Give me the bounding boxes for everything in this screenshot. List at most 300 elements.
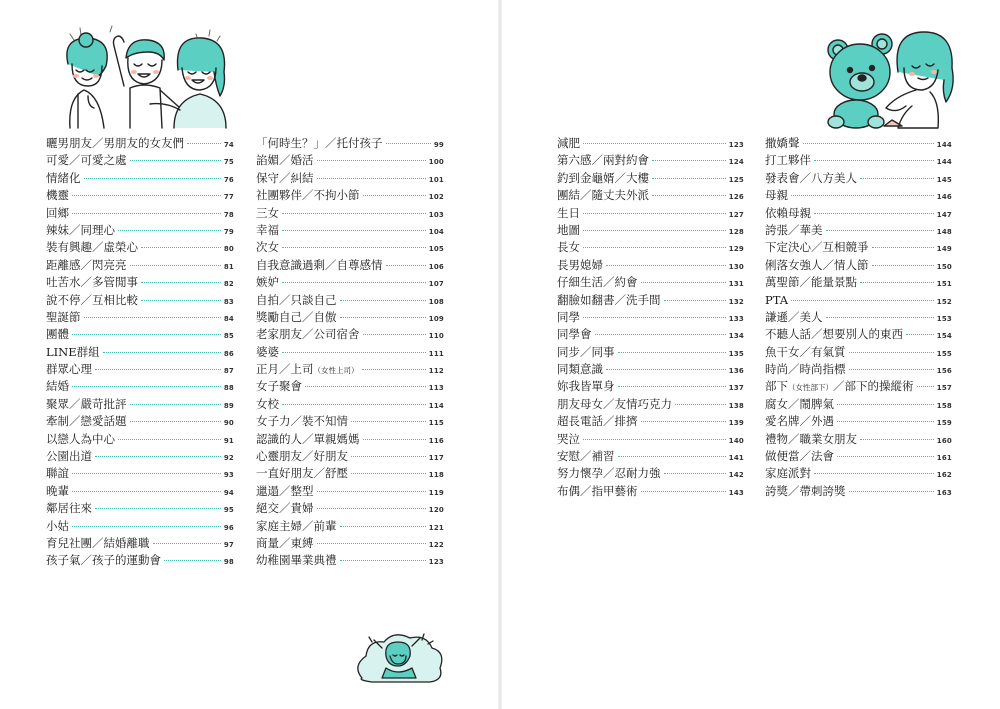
toc-entry[interactable] bbox=[256, 170, 444, 187]
toc-page-number: 128 bbox=[728, 227, 744, 236]
dot-leader bbox=[803, 143, 934, 144]
dot-leader bbox=[849, 352, 934, 353]
toc-entry-title: 自拍／只談自己 bbox=[256, 292, 337, 307]
toc-page-number: 75 bbox=[223, 158, 234, 167]
toc-entry[interactable] bbox=[256, 239, 444, 256]
toc-entry[interactable] bbox=[557, 413, 744, 430]
toc-entry-title: 安慰／補習 bbox=[557, 449, 615, 464]
toc-entry-title: 牽制／戀愛話題 bbox=[46, 414, 127, 429]
toc-page-number: 119 bbox=[428, 488, 444, 497]
toc-entry[interactable] bbox=[557, 152, 744, 169]
toc-page-number: 83 bbox=[223, 297, 234, 306]
toc-entry-title: 愛名牌／外遇 bbox=[765, 414, 834, 429]
toc-page-number: 107 bbox=[428, 280, 444, 289]
toc-entry[interactable] bbox=[256, 187, 444, 204]
girl-on-cloud-illustration bbox=[352, 628, 448, 692]
toc-entry-title: 長男媳婦 bbox=[557, 257, 603, 272]
dot-leader bbox=[305, 386, 426, 387]
dot-leader bbox=[837, 404, 934, 405]
toc-page-number: 125 bbox=[728, 175, 744, 184]
toc-page-number: 158 bbox=[936, 401, 952, 410]
toc-entry[interactable] bbox=[557, 326, 744, 343]
toc-entry[interactable] bbox=[557, 361, 744, 378]
toc-entry[interactable] bbox=[46, 361, 234, 378]
toc-entry[interactable] bbox=[765, 309, 952, 326]
dot-leader bbox=[72, 195, 221, 196]
dot-leader bbox=[118, 230, 221, 231]
toc-entry[interactable] bbox=[46, 135, 234, 152]
toc-entry[interactable] bbox=[765, 152, 952, 169]
toc-entry[interactable] bbox=[256, 152, 444, 169]
toc-entry-title: 團體 bbox=[46, 327, 69, 342]
toc-entry-title: 努力懷孕／忍耐力強 bbox=[557, 466, 661, 481]
toc-entry[interactable] bbox=[256, 483, 444, 500]
toc-page-number: 76 bbox=[223, 175, 234, 184]
toc-entry[interactable] bbox=[256, 396, 444, 413]
toc-entry[interactable] bbox=[765, 292, 952, 309]
dot-leader bbox=[317, 160, 426, 161]
dot-leader bbox=[84, 178, 221, 179]
dot-leader bbox=[641, 421, 726, 422]
dot-leader bbox=[917, 386, 934, 387]
toc-page-number: 88 bbox=[223, 384, 234, 393]
toc-entry[interactable] bbox=[765, 396, 952, 413]
toc-entry[interactable] bbox=[46, 518, 234, 535]
toc-page-number: 123 bbox=[428, 558, 444, 567]
toc-entry-title: 邋遢／整型 bbox=[256, 483, 314, 498]
toc-entry[interactable] bbox=[256, 292, 444, 309]
toc-page-number: 163 bbox=[936, 488, 952, 497]
toc-entry[interactable] bbox=[557, 205, 744, 222]
toc-column-3 bbox=[557, 135, 744, 500]
toc-entry[interactable] bbox=[46, 205, 234, 222]
dot-leader bbox=[872, 265, 934, 266]
toc-page-number: 80 bbox=[223, 245, 234, 254]
toc-entry-title: 謙遜／美人 bbox=[765, 309, 823, 324]
toc-entry[interactable] bbox=[46, 431, 234, 448]
toc-entry-title: 「何時生？」／托付孩子 bbox=[256, 136, 383, 150]
dot-leader bbox=[363, 195, 426, 196]
toc-entry[interactable] bbox=[46, 222, 234, 239]
dot-leader bbox=[363, 334, 426, 335]
dot-leader bbox=[141, 247, 221, 248]
toc-page-number: 162 bbox=[936, 471, 952, 480]
toc-page-number: 143 bbox=[728, 488, 744, 497]
toc-page-number: 110 bbox=[428, 332, 444, 341]
toc-page-number: 135 bbox=[728, 349, 744, 358]
toc-page-number: 145 bbox=[936, 175, 952, 184]
toc-entry[interactable] bbox=[256, 378, 444, 395]
dot-leader bbox=[860, 439, 934, 440]
toc-entry-title: 地圖 bbox=[557, 222, 580, 237]
dot-leader bbox=[130, 265, 221, 266]
toc-entry-title: 腐女／鬧脾氣 bbox=[765, 396, 834, 411]
toc-entry-title: 發表會／八方美人 bbox=[765, 170, 857, 185]
dot-leader bbox=[72, 213, 221, 214]
toc-entry[interactable] bbox=[765, 135, 952, 152]
toc-entry[interactable] bbox=[46, 309, 234, 326]
toc-entry-title: 家庭主婦／前輩 bbox=[256, 518, 337, 533]
toc-entry[interactable] bbox=[557, 465, 744, 482]
toc-page-number: 101 bbox=[428, 175, 444, 184]
dot-leader bbox=[386, 265, 426, 266]
toc-entry[interactable] bbox=[557, 396, 744, 413]
toc-entry[interactable] bbox=[557, 135, 744, 152]
toc-page-number: 153 bbox=[936, 314, 952, 323]
toc-entry-title: 時尚／時尚指標 bbox=[765, 362, 846, 377]
dot-leader bbox=[826, 317, 934, 318]
toc-entry-title: 辣妹／同理心 bbox=[46, 222, 115, 237]
toc-entry-title: 翻臉如翻書／洗手間 bbox=[557, 292, 661, 307]
toc-entry[interactable] bbox=[765, 344, 952, 361]
toc-entry[interactable] bbox=[256, 431, 444, 448]
dot-leader bbox=[595, 334, 726, 335]
toc-entry[interactable] bbox=[46, 292, 234, 309]
toc-page-number: 95 bbox=[223, 506, 234, 515]
toc-entry-title: 布偶／指甲藝術 bbox=[557, 483, 638, 498]
toc-entry[interactable] bbox=[46, 170, 234, 187]
toc-entry-note: （女性部下） bbox=[788, 383, 833, 393]
toc-page-number: 94 bbox=[223, 488, 234, 497]
toc-entry[interactable] bbox=[557, 239, 744, 256]
toc-entry[interactable] bbox=[256, 500, 444, 517]
toc-page-number: 141 bbox=[728, 454, 744, 463]
toc-entry-title: 說不停／互相比較 bbox=[46, 292, 138, 307]
toc-entry-title: 鄰居往來 bbox=[46, 501, 92, 516]
dot-leader bbox=[791, 195, 934, 196]
toc-entry[interactable] bbox=[765, 170, 952, 187]
toc-page-number: 112 bbox=[428, 367, 444, 376]
toc-page-number: 108 bbox=[428, 297, 444, 306]
toc-page-number: 85 bbox=[223, 332, 234, 341]
toc-entry-title: 商量／東縛 bbox=[256, 535, 314, 550]
toc-entry-title: 同學會 bbox=[557, 327, 592, 342]
toc-entry-title: 婆婆 bbox=[256, 344, 279, 359]
dot-leader bbox=[362, 369, 426, 370]
toc-entry-title: 諂媚／婚活 bbox=[256, 153, 314, 168]
toc-page-number: 152 bbox=[936, 297, 952, 306]
toc-entry[interactable] bbox=[46, 552, 234, 569]
toc-page-number: 161 bbox=[936, 454, 952, 463]
toc-entry[interactable] bbox=[765, 326, 952, 343]
toc-page-number: 91 bbox=[223, 436, 234, 445]
dot-leader bbox=[675, 404, 726, 405]
dot-leader bbox=[583, 213, 726, 214]
dot-leader bbox=[814, 160, 934, 161]
toc-page-number: 118 bbox=[428, 471, 444, 480]
toc-entry[interactable] bbox=[46, 535, 234, 552]
dot-leader bbox=[282, 352, 426, 353]
toc-entry[interactable] bbox=[557, 431, 744, 448]
toc-entry-title: 女子力／裝不知情 bbox=[256, 414, 348, 429]
toc-entry[interactable] bbox=[765, 239, 952, 256]
toc-page-number: 92 bbox=[223, 454, 234, 463]
toc-page-number: 149 bbox=[936, 245, 952, 254]
toc-entry-title: 女校 bbox=[256, 396, 279, 411]
toc-entry[interactable] bbox=[557, 170, 744, 187]
dot-leader bbox=[849, 491, 934, 492]
dot-leader bbox=[340, 526, 426, 527]
toc-entry[interactable] bbox=[256, 222, 444, 239]
toc-page-number: 148 bbox=[936, 227, 952, 236]
toc-entry[interactable] bbox=[557, 309, 744, 326]
toc-page-number: 111 bbox=[428, 349, 444, 358]
toc-entry[interactable] bbox=[46, 378, 234, 395]
girl-with-teddy-bear-illustration bbox=[820, 22, 960, 130]
toc-entry-title: 第六感／兩對約會 bbox=[557, 153, 649, 168]
dot-leader bbox=[351, 473, 426, 474]
toc-entry[interactable] bbox=[765, 257, 952, 274]
toc-entry-title: LINE群組 bbox=[46, 344, 100, 359]
dot-leader bbox=[618, 352, 726, 353]
toc-entry[interactable] bbox=[557, 257, 744, 274]
dot-leader bbox=[317, 491, 426, 492]
toc-page-number: 155 bbox=[936, 349, 952, 358]
dot-leader bbox=[664, 473, 726, 474]
toc-entry[interactable] bbox=[256, 326, 444, 343]
toc-page-number: 77 bbox=[223, 193, 234, 202]
toc-entry-title: 心靈朋友／好朋友 bbox=[256, 449, 348, 464]
toc-entry[interactable] bbox=[256, 257, 444, 274]
toc-column-2 bbox=[256, 135, 444, 570]
toc-entry-title: 育兒社團／結婚離職 bbox=[46, 535, 150, 550]
toc-entry-title: 朋友母女／友情巧克力 bbox=[557, 396, 672, 411]
toc-entry-title: 幼稚園畢業典禮 bbox=[256, 553, 337, 568]
dot-leader bbox=[652, 160, 726, 161]
toc-entry[interactable] bbox=[46, 448, 234, 465]
toc-entry[interactable] bbox=[256, 205, 444, 222]
toc-entry[interactable] bbox=[256, 309, 444, 326]
toc-entry[interactable] bbox=[256, 552, 444, 569]
toc-entry-title: 聚眾／嚴苛批評 bbox=[46, 396, 127, 411]
toc-entry-title: 情緒化 bbox=[46, 170, 81, 185]
toc-page-number: 123 bbox=[728, 141, 744, 149]
toc-page-number: 121 bbox=[428, 523, 444, 532]
toc-entry[interactable] bbox=[46, 274, 234, 291]
toc-entry-title: 做便當／法會 bbox=[765, 449, 834, 464]
toc-entry-title: 獎勵自己／自傲 bbox=[256, 309, 337, 324]
toc-entry[interactable] bbox=[256, 361, 444, 378]
toc-entry[interactable] bbox=[256, 344, 444, 361]
dot-leader bbox=[72, 491, 221, 492]
toc-entry-title: 裝有興趣／虛榮心 bbox=[46, 240, 138, 255]
toc-entry[interactable] bbox=[557, 483, 744, 500]
toc-entry-title: 長女 bbox=[557, 240, 580, 255]
toc-page-number: 104 bbox=[428, 227, 444, 236]
toc-entry-title: 可愛／可愛之處 bbox=[46, 153, 127, 168]
toc-page-number: 90 bbox=[223, 419, 234, 428]
toc-entry[interactable] bbox=[46, 413, 234, 430]
page-gutter bbox=[498, 0, 502, 709]
toc-entry-title: 距離感／閃亮亮 bbox=[46, 257, 127, 272]
toc-page-number: 74 bbox=[223, 141, 234, 149]
toc-page-number: 157 bbox=[936, 384, 952, 393]
dot-leader bbox=[618, 386, 726, 387]
toc-entry-title: 釣到金龜婿／大樓 bbox=[557, 170, 649, 185]
toc-entry-title: 魚干女／有氣質 bbox=[765, 344, 846, 359]
dot-leader bbox=[72, 334, 221, 335]
dot-leader bbox=[618, 456, 726, 457]
dot-leader bbox=[317, 508, 426, 509]
toc-entry-title: 老家朋友／公司宿舍 bbox=[256, 327, 360, 342]
toc-entry-title: 仔細生活／約會 bbox=[557, 275, 638, 290]
toc-entry[interactable] bbox=[46, 187, 234, 204]
toc-entry-title: 群眾心理 bbox=[46, 362, 92, 377]
toc-entry-title: 依賴母親 bbox=[765, 205, 811, 220]
dot-leader bbox=[606, 369, 726, 370]
toc-page-number: 139 bbox=[728, 419, 744, 428]
toc-entry[interactable] bbox=[765, 361, 952, 378]
toc-entry-title: 吐苦水／多管閒事 bbox=[46, 275, 138, 290]
toc-page-number: 126 bbox=[728, 193, 744, 202]
dot-leader bbox=[130, 421, 221, 422]
toc-entry-title: PTA bbox=[765, 292, 789, 307]
toc-entry[interactable] bbox=[46, 465, 234, 482]
toc-entry[interactable] bbox=[765, 274, 952, 291]
toc-entry-title: 打工夥伴 bbox=[765, 153, 811, 168]
toc-entry[interactable] bbox=[765, 205, 952, 222]
toc-entry-title: 孩子氣／孩子的運動會 bbox=[46, 553, 161, 568]
toc-entry[interactable] bbox=[557, 292, 744, 309]
toc-entry-title: 禮物／職業女朋友 bbox=[765, 431, 857, 446]
dot-leader bbox=[141, 282, 221, 283]
toc-entry-title: 同步／同事 bbox=[557, 344, 615, 359]
toc-entry[interactable] bbox=[46, 239, 234, 256]
toc-entry[interactable] bbox=[46, 483, 234, 500]
toc-entry-title: 公園出道 bbox=[46, 449, 92, 464]
toc-entry[interactable] bbox=[765, 413, 952, 430]
toc-page-number: 103 bbox=[428, 210, 444, 219]
toc-entry[interactable] bbox=[765, 378, 952, 395]
toc-page-number: 133 bbox=[728, 314, 744, 323]
dot-leader bbox=[363, 439, 426, 440]
toc-page-number: 138 bbox=[728, 401, 744, 410]
toc-page-number: 129 bbox=[728, 245, 744, 254]
toc-entry-title: 自我意識過剩／自尊感情 bbox=[256, 257, 383, 272]
toc-entry[interactable] bbox=[765, 448, 952, 465]
toc-page-number: 89 bbox=[223, 401, 234, 410]
toc-page-number: 144 bbox=[936, 141, 952, 149]
toc-entry[interactable] bbox=[557, 222, 744, 239]
toc-entry[interactable] bbox=[557, 274, 744, 291]
toc-page-number: 120 bbox=[428, 506, 444, 515]
dot-leader bbox=[351, 456, 426, 457]
toc-page-number: 156 bbox=[936, 367, 952, 376]
toc-entry[interactable] bbox=[765, 465, 952, 482]
toc-entry[interactable] bbox=[256, 465, 444, 482]
toc-page-number: 102 bbox=[428, 193, 444, 202]
toc-entry[interactable] bbox=[256, 518, 444, 535]
dot-leader bbox=[103, 352, 221, 353]
dot-leader bbox=[826, 230, 934, 231]
toc-entry[interactable] bbox=[557, 344, 744, 361]
toc-entry-title: 次女 bbox=[256, 240, 279, 255]
toc-entry[interactable] bbox=[256, 448, 444, 465]
toc-entry-title: 撒嬌聲 bbox=[765, 136, 800, 150]
dot-leader bbox=[664, 300, 726, 301]
toc-entry-title: 團結／隨丈夫外派 bbox=[557, 188, 649, 203]
dot-leader bbox=[641, 282, 726, 283]
toc-entry-title: 萬聖節／能量景點 bbox=[765, 275, 857, 290]
toc-entry-title: 誇張／華美 bbox=[765, 222, 823, 237]
toc-entry[interactable] bbox=[557, 378, 744, 395]
toc-page-number: 86 bbox=[223, 349, 234, 358]
toc-page-number: 132 bbox=[728, 297, 744, 306]
toc-entry[interactable] bbox=[46, 257, 234, 274]
toc-entry[interactable] bbox=[46, 326, 234, 343]
toc-entry[interactable] bbox=[765, 222, 952, 239]
dot-leader bbox=[95, 456, 221, 457]
toc-entry[interactable] bbox=[557, 187, 744, 204]
toc-page-number: 140 bbox=[728, 436, 744, 445]
toc-entry[interactable] bbox=[256, 135, 444, 152]
toc-entry-title: 曬男朋友／男朋友的女友們 bbox=[46, 136, 184, 150]
toc-page-number: 127 bbox=[728, 210, 744, 219]
toc-entry[interactable] bbox=[765, 187, 952, 204]
dot-leader bbox=[641, 491, 726, 492]
dot-leader bbox=[814, 473, 934, 474]
toc-entry-title: 減肥 bbox=[557, 136, 580, 150]
toc-entry[interactable] bbox=[256, 535, 444, 552]
dot-leader bbox=[153, 543, 221, 544]
toc-entry[interactable] bbox=[46, 152, 234, 169]
dot-leader bbox=[72, 473, 221, 474]
toc-entry-title: 母親 bbox=[765, 188, 788, 203]
toc-page-number: 124 bbox=[728, 158, 744, 167]
toc-page-number: 106 bbox=[428, 262, 444, 271]
toc-entry[interactable] bbox=[256, 413, 444, 430]
toc-page-number: 87 bbox=[223, 367, 234, 376]
toc-page-number: 81 bbox=[223, 262, 234, 271]
dot-leader bbox=[837, 456, 934, 457]
toc-entry-title: 機靈 bbox=[46, 188, 69, 203]
toc-entry[interactable] bbox=[557, 448, 744, 465]
dot-leader bbox=[606, 265, 726, 266]
dot-leader bbox=[814, 213, 934, 214]
toc-page-number: 99 bbox=[433, 141, 444, 149]
toc-entry-title: 誇獎／帶刺誇獎 bbox=[765, 483, 846, 498]
dot-leader bbox=[282, 282, 426, 283]
toc-column-1 bbox=[46, 135, 234, 570]
dot-leader bbox=[84, 317, 221, 318]
toc-page-number: 131 bbox=[728, 280, 744, 289]
toc-entry-title: 家庭派對 bbox=[765, 466, 811, 481]
toc-entry-title: 幸福 bbox=[256, 222, 279, 237]
dot-leader bbox=[95, 369, 221, 370]
dot-leader bbox=[130, 160, 221, 161]
dot-leader bbox=[583, 317, 726, 318]
toc-page-number: 150 bbox=[936, 262, 952, 271]
toc-page-number: 98 bbox=[223, 558, 234, 567]
toc-entry[interactable] bbox=[46, 500, 234, 517]
toc-entry-title: 晚輩 bbox=[46, 483, 69, 498]
toc-entry[interactable] bbox=[765, 483, 952, 500]
toc-entry-title: 妳我皆單身 bbox=[557, 379, 615, 394]
toc-page-number: 93 bbox=[223, 471, 234, 480]
toc-entry-title: 一直好朋友／舒壓 bbox=[256, 466, 348, 481]
toc-entry[interactable] bbox=[256, 274, 444, 291]
toc-page-number: 105 bbox=[428, 245, 444, 254]
toc-page-number: 144 bbox=[936, 158, 952, 167]
toc-entry[interactable] bbox=[765, 431, 952, 448]
dot-leader bbox=[583, 439, 726, 440]
dot-leader bbox=[187, 143, 221, 144]
toc-entry-title: 嫉妒 bbox=[256, 275, 279, 290]
toc-entry-title: 下定決心／互相競爭 bbox=[765, 240, 869, 255]
toc-entry[interactable] bbox=[46, 344, 234, 361]
toc-entry[interactable] bbox=[46, 396, 234, 413]
toc-entry-title: 哭泣 bbox=[557, 431, 580, 446]
